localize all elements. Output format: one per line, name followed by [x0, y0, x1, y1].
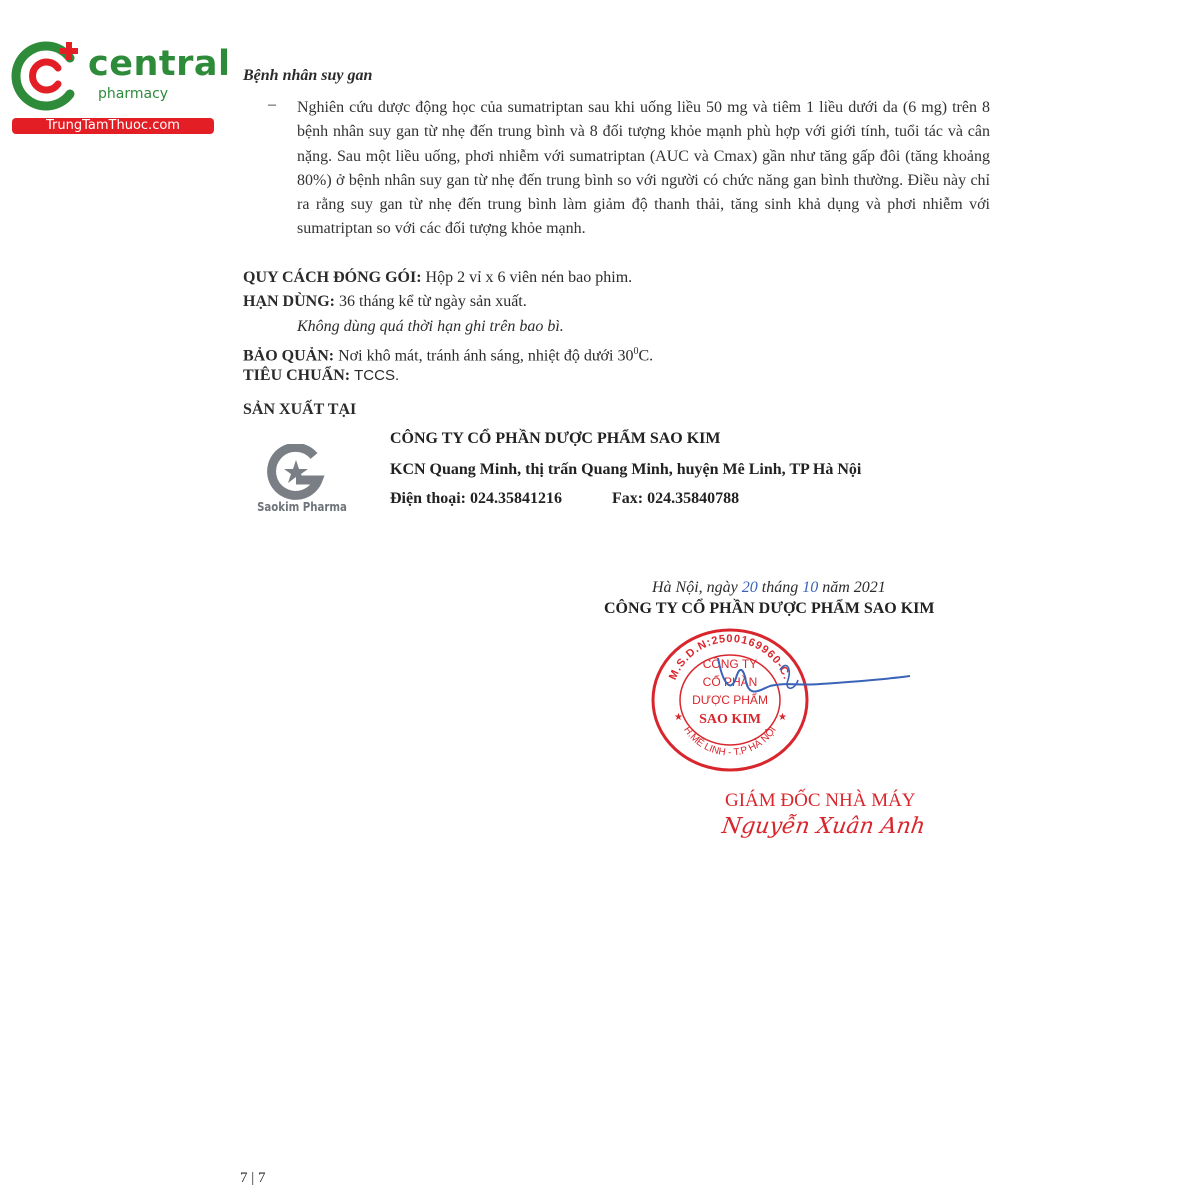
director-name: Nguyễn Xuân Anh: [720, 814, 927, 839]
stamp-line-2: CỔ PHẦN: [702, 675, 758, 689]
date-year: năm 2021: [822, 579, 886, 596]
liver-impairment-paragraph: Nghiên cứu dược động học của sumatriptan sau khi uống liều 50 mg và tiêm 1 liều dưới da (6 mg) trên 8 bệnh nhân suy gan từ nhẹ đến trung bình và 8 đối tượng khỏe mạnh phù hợp với giới tính, tuổi tác và cân nặng. Sau một liều uống, phơi nhiễm với sumatriptan (AUC và Cmax) gần như tăng gấp đôi (tăng khoảng 80%) ở bệnh nhân suy gan từ nhẹ đến trung bình so với người có chức năng gan bình thường. Điều này chỉ ra rằng suy gan từ nhẹ đến trung bình làm giảm độ thanh thải, tăng sinh khả dụng và phơi nhiễm với sumatriptan so với các đối tượng khỏe mạnh.: [297, 99, 990, 238]
director-title: GIÁM ĐỐC NHÀ MÁY: [725, 790, 916, 811]
expiry-note: Không dùng quá thời hạn ghi trên bao bì.: [297, 318, 564, 335]
logo-site-badge: TrungTamThuoc.com: [12, 118, 214, 134]
stamp-line-3: DƯỢC PHẨM: [692, 693, 768, 707]
standard-value: TCCS.: [354, 367, 400, 384]
handwritten-signature: [710, 640, 920, 700]
central-pharmacy-logo: [8, 36, 231, 136]
saokim-logo-icon: [266, 444, 326, 500]
stamp-line-1: CÔNG TY: [702, 657, 758, 671]
stamp-star-right: ★: [778, 712, 787, 723]
standard-label: TIÊU CHUẨN:: [243, 367, 351, 384]
logo-brand-text: central: [88, 44, 231, 84]
svg-text:H.MÊ LINH - T.P HÀ NỘI: [681, 725, 779, 759]
packing-value: Hộp 2 vỉ x 6 viên nén bao phim.: [425, 269, 633, 286]
section-title: Bệnh nhân suy gan: [243, 67, 373, 84]
storage-unit: C.: [638, 347, 654, 365]
storage-degree: 0: [633, 346, 639, 357]
packing-line: [243, 266, 632, 290]
signature-date: [652, 576, 886, 600]
stamp-line-4: SAO KIM: [699, 712, 761, 727]
date-day: 20: [741, 579, 758, 596]
stamp-ring-top: M.S.D.N:2500169960-C.: [666, 632, 794, 682]
saokim-logo: [257, 444, 352, 524]
manufacturer-phone: Điện thoại: 024.35841216: [390, 490, 562, 507]
date-prefix: Hà Nội, ngày: [652, 579, 738, 596]
stamp-star-left: ★: [674, 712, 683, 723]
signature-company: CÔNG TY CỔ PHẦN DƯỢC PHẨM SAO KIM: [604, 600, 935, 617]
manufacturer-heading: SẢN XUẤT TẠI: [243, 401, 357, 418]
manufacturer-address: KCN Quang Minh, thị trấn Quang Minh, huyện Mê Linh, TP Hà Nội: [390, 461, 862, 478]
packing-label: QUY CÁCH ĐÓNG GÓI:: [243, 269, 422, 286]
storage-label: BẢO QUẢN:: [243, 347, 335, 365]
expiry-label: HẠN DÙNG:: [243, 293, 335, 310]
logo-sub-text: pharmacy: [98, 86, 169, 102]
manufacturer-company: CÔNG TY CỔ PHẦN DƯỢC PHẨM SAO KIM: [390, 430, 721, 447]
standard-line: [243, 364, 399, 388]
bullet-dash: –: [268, 96, 276, 113]
expiry-line: [243, 290, 527, 314]
stamp-ring-bottom: H.MÊ LINH - T.P HÀ NỘI: [681, 724, 779, 759]
manufacturer-fax: Fax: 024.35840788: [612, 490, 740, 507]
date-month-word: tháng: [761, 579, 799, 596]
storage-value: Nơi khô mát, tránh ánh sáng, nhiệt độ dưới 30: [338, 347, 634, 365]
central-logo-icon: [8, 36, 88, 116]
date-month: 10: [802, 579, 819, 596]
expiry-value: 36 tháng kể từ ngày sản xuất.: [339, 293, 527, 310]
saokim-logo-text: Saokim Pharma: [257, 500, 347, 514]
page-number: 7 | 7: [240, 1170, 266, 1186]
